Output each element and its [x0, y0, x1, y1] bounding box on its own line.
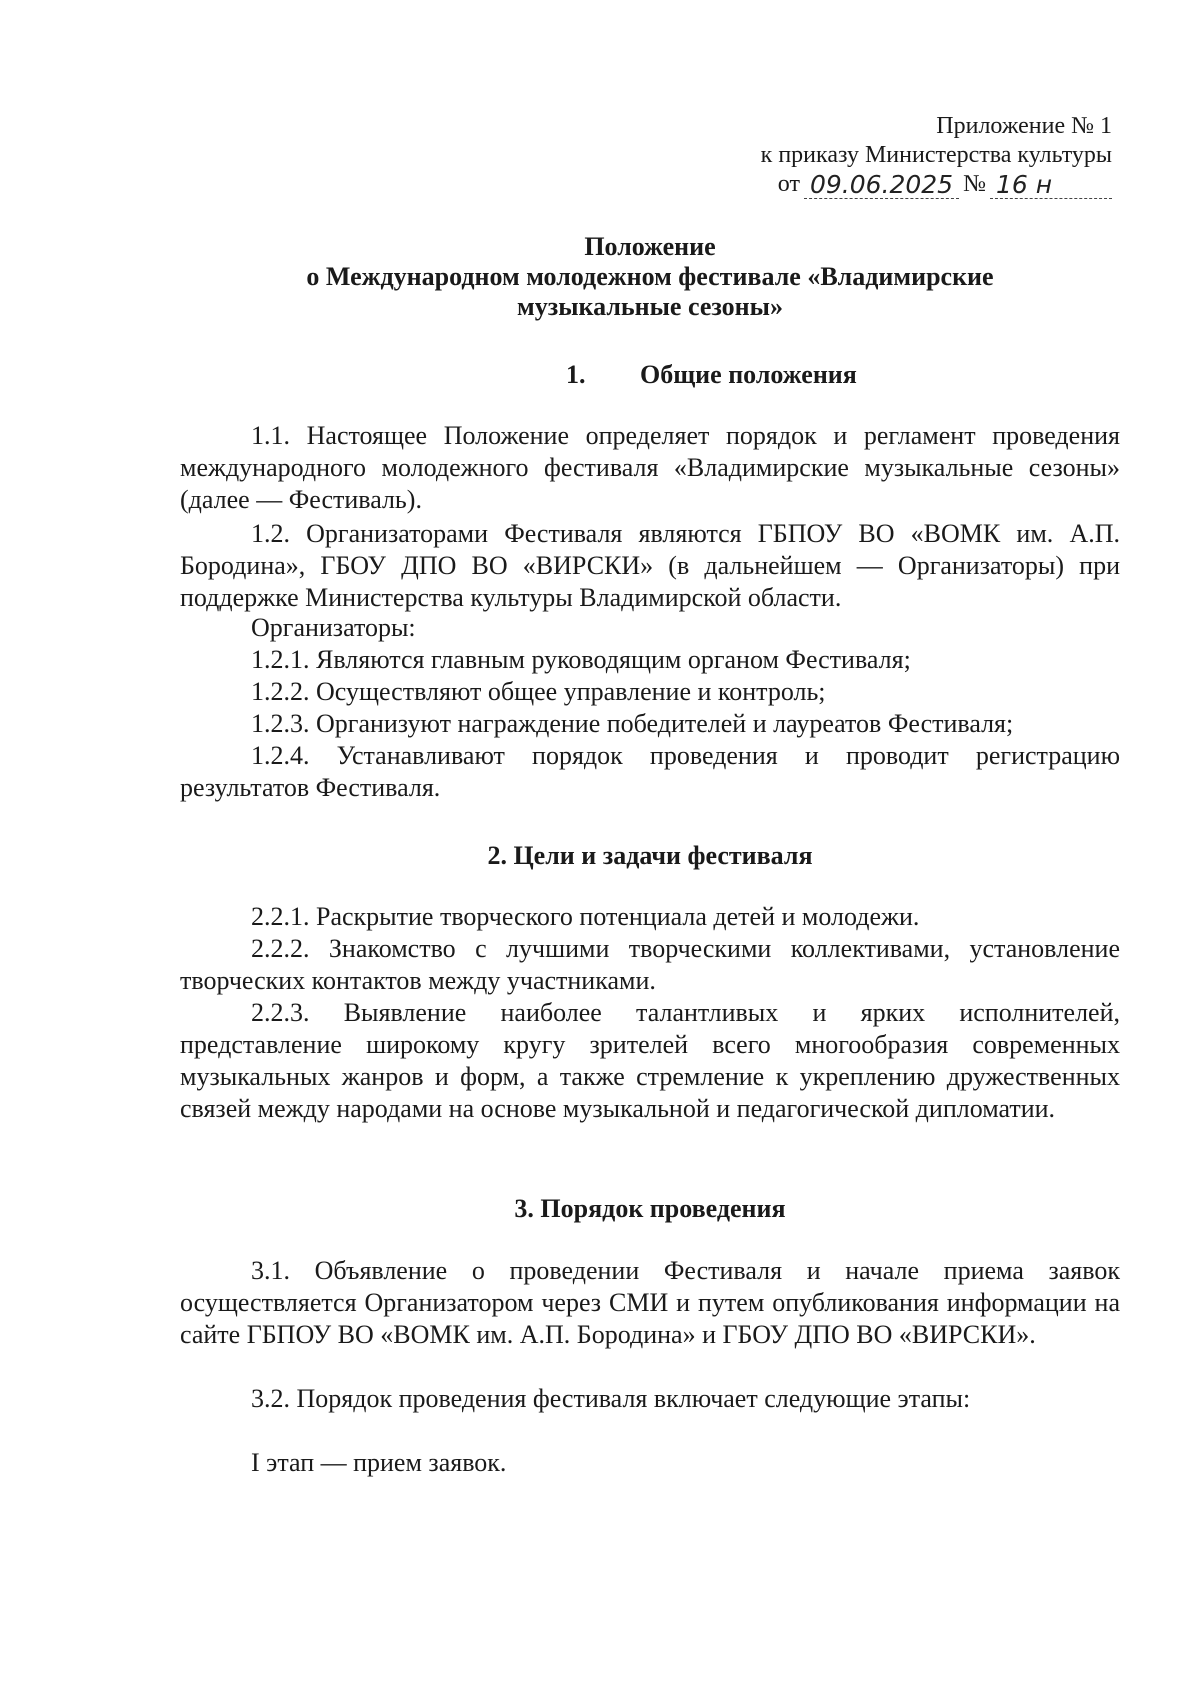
appendix-line: Приложение № 1: [936, 113, 1112, 139]
paragraph-2-2-3: 2.2.3. Выявление наиболее талантливых и ярких исполнителей, представление широкому кругу зрителей всего многообразия современных музыкальных жанров и форм, а также стремление к укреплению дружественных связей между народами на основе музыкальной и педагогической дипломатии.: [180, 998, 1120, 1123]
appendix-header: [761, 112, 1112, 199]
paragraph-2-2-2: 2.2.2. Знакомство с лучшими творческими коллективами, установление творческих контактов между участниками.: [180, 934, 1120, 995]
title-line-2: о Международном молодежном фестивале «Владимирские: [306, 262, 994, 291]
stage-1-line: I этап — прием заявок.: [251, 1448, 507, 1477]
order-date-line: [761, 170, 1112, 199]
paragraph-1-2-2: 1.2.2. Осуществляют общее управление и контроль;: [251, 677, 826, 706]
paragraph-3-2: 3.2. Порядок проведения фестиваля включает следующие этапы:: [251, 1384, 971, 1413]
paragraph-1-2-3: 1.2.3. Организуют награждение победителей и лауреатов Фестиваля;: [251, 709, 1014, 738]
paragraph-1-1: 1.1. Настоящее Положение определяет порядок и регламент проведения международного молодежного фестиваля «Владимирские музыкальные сезоны» (далее — Фестиваль).: [180, 421, 1120, 514]
paragraph-2-2-1: 2.2.1. Раскрытие творческого потенциала детей и молодежи.: [251, 902, 920, 931]
document-title: [180, 232, 1120, 322]
handwritten-order-number: 16 н: [990, 172, 1112, 199]
paragraph-1-2-4: 1.2.4. Устанавливают порядок проведения и проводит регистрацию результатов Фестиваля.: [180, 741, 1120, 802]
paragraph-1-2-1: 1.2.1. Являются главным руководящим органом Фестиваля;: [251, 645, 911, 674]
paragraph-3-1: 3.1. Объявление о проведении Фестиваля и начале приема заявок осуществляется Организатором через СМИ и путем опубликования информации на сайте ГБПОУ ВО «ВОМК им. А.П. Бородина» и ГБОУ ДПО ВО «ВИРСКИ».: [180, 1256, 1120, 1349]
section-1-number: 1.: [566, 360, 586, 389]
organizers-label: Организаторы:: [251, 613, 416, 642]
section-3-heading: 3. Порядок проведения: [514, 1194, 786, 1223]
date-prefix: от: [777, 171, 800, 197]
title-line-3: музыкальные сезоны»: [517, 292, 783, 321]
title-line-1: Положение: [584, 232, 716, 261]
section-1-title: Общие положения: [640, 360, 857, 389]
number-sign: №: [963, 171, 986, 197]
paragraph-1-2: 1.2. Организаторами Фестиваля являются ГБПОУ ВО «ВОМК им. А.П. Бородина», ГБОУ ДПО ВО «ВИРСКИ» (в дальнейшем — Организаторы) при поддержке Министерства культуры Владимирской области.: [180, 519, 1120, 612]
handwritten-date: 09.06.2025: [804, 172, 959, 199]
section-2-heading: 2. Цели и задачи фестиваля: [487, 841, 813, 870]
order-line: к приказу Министерства культуры: [760, 142, 1112, 168]
